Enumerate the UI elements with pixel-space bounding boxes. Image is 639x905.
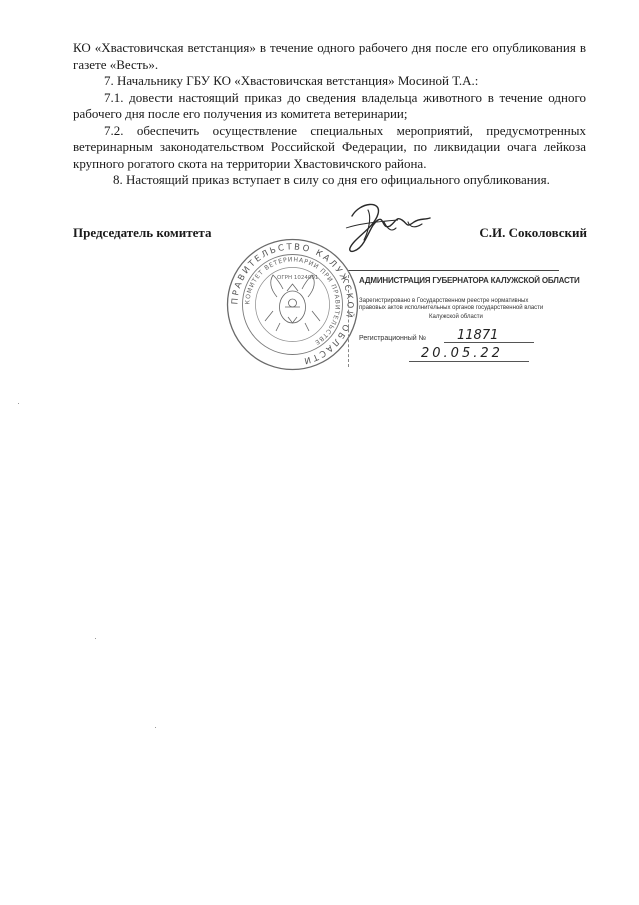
seal-outer-text: ПРАВИТЕЛЬСТВО КАЛУЖСКОЙ ОБЛАСТИ xyxy=(230,242,355,366)
svg-text:КОМИТЕТ ВЕТЕРИНАРИИ ПРИ ПРАВИТ xyxy=(244,256,340,346)
paragraph-item-7-1: 7.1. довести настоящий приказ до сведения владельца животного в течение одного рабочего дня после его получения из комитета ветеринарии; xyxy=(73,89,586,121)
registration-stamp xyxy=(348,270,580,367)
stamp-reg-number: 11871 xyxy=(457,328,499,343)
stamp-number-rule xyxy=(444,342,534,343)
stamp-date: 20.05.22 xyxy=(421,346,503,361)
paragraph-item-7: 7. Начальнику ГБУ КО «Хвастовичская ветстанция» Мосиной Т.А.: xyxy=(104,73,479,88)
paragraph-continuation: КО «Хвастовичская ветстанция» в течение одного рабочего дня после его опубликования в газете «Весть». xyxy=(73,40,586,72)
stamp-line-2: правовых актов исполнительных органов государственной власти xyxy=(359,305,544,311)
scan-speck xyxy=(155,727,156,728)
stamp-header: АДМИНИСТРАЦИЯ ГУБЕРНАТОРА КАЛУЖСКОЙ ОБЛАСТИ xyxy=(359,276,580,285)
stamp-line-3: Калужской области xyxy=(429,314,483,320)
signatory-name: С.И. Соколовский xyxy=(479,225,587,240)
signatory-title: Председатель комитета xyxy=(73,225,212,240)
document-body xyxy=(73,40,586,189)
handwritten-signature xyxy=(338,198,448,258)
stamp-line-1: Зарегистрировано в Государственном реестре нормативных xyxy=(359,298,529,304)
coat-of-arms-icon xyxy=(265,275,320,331)
seal-inner-text: КОМИТЕТ ВЕТЕРИНАРИИ ПРИ ПРАВИТЕЛЬСТВЕ xyxy=(244,256,341,347)
paragraph-item-8: 8. Настоящий приказ вступает в силу со дня его официального опубликования. xyxy=(113,172,550,187)
seal-ogrn: ОГРН 1024001 xyxy=(277,275,319,281)
paragraph-item-7-2: 7.2. обеспечить осуществление специальных мероприятий, предусмотренных ветеринарным законодательством Российской Федерации, по ликвидации очага лейкоза крупного рогатого скота на территории Хвастовичского района. xyxy=(73,122,586,171)
scan-speck xyxy=(18,403,19,404)
scan-speck xyxy=(95,638,96,639)
stamp-reg-label: Регистрационный № xyxy=(359,335,427,342)
stamp-date-rule xyxy=(409,361,529,362)
